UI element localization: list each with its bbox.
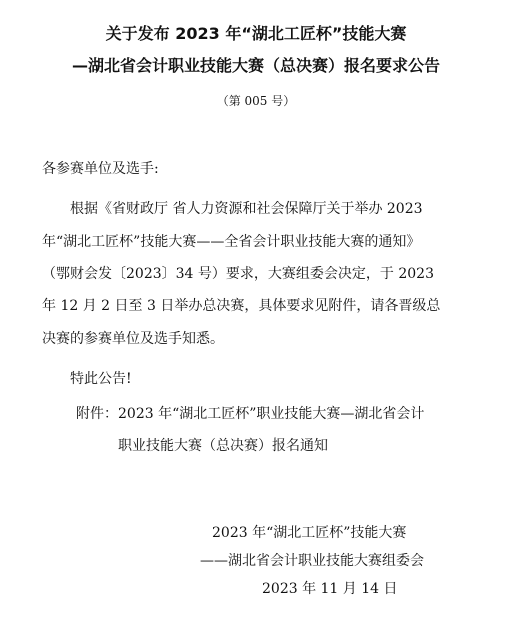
body-line-1: 根据《省财政厅 省人力资源和社会保障厅关于举办 2023 [70,201,423,217]
title-line-2: —湖北省会计职业技能大赛（总决赛）报名要求公告 [71,56,440,75]
signature-organizer: 2023 年“湖北工匠杯”技能大赛 [212,525,407,541]
notice-closing: 特此公告! [70,371,132,387]
signature-date: 2023 年 11 月 14 日 [262,581,398,597]
body-line-2: 年“湖北工匠杯”技能大赛——全省会计职业技能大赛的通知》 [42,234,421,250]
greeting: 各参赛单位及选手: [42,161,159,177]
body-line-5: 决赛的参赛单位及选手知悉。 [42,331,224,347]
attachment-line-1[interactable]: 附件：2023 年“湖北工匠杯”职业技能大赛—湖北省会计 [76,406,425,422]
body-line-3: （鄂财会发〔2023〕34 号）要求，大赛组委会决定，于 2023 [42,266,434,282]
attachment-line-2[interactable]: 职业技能大赛（总决赛）报名通知 [118,438,328,454]
title-line-1: 关于发布 2023 年“湖北工匠杯”技能大赛 [105,24,407,43]
signature-committee: ——湖北省会计职业技能大赛组委会 [200,553,424,569]
document-number: （第 005 号） [216,94,296,108]
body-line-4: 年 12 月 2 日至 3 日举办总决赛，具体要求见附件，请各晋级总 [42,298,441,314]
